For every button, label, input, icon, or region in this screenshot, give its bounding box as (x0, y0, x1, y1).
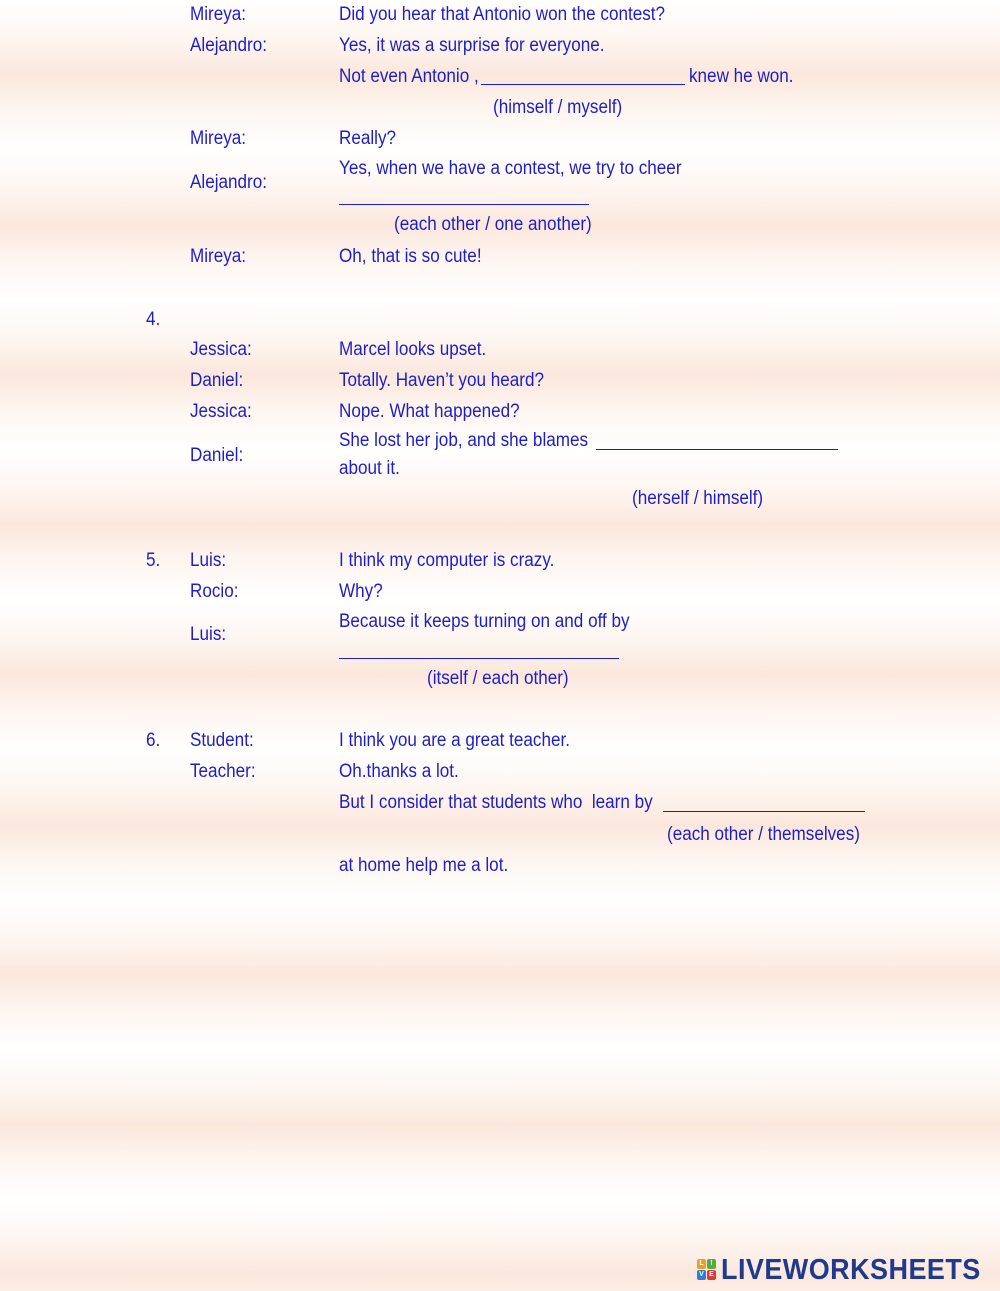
speaker-label: Mireya: (190, 4, 247, 25)
dialogue-line: But I consider that students who learn by (339, 792, 653, 813)
speaker-label: Teacher: (190, 761, 256, 782)
answer-options: (each other / one another) (394, 214, 592, 235)
speaker-label: Mireya: (190, 128, 247, 149)
dialogue-line: Really? (339, 128, 397, 149)
exercise-number: 4. (146, 309, 161, 330)
speaker-label: Jessica: (190, 339, 252, 360)
dialogue-line: She lost her job, and she blames (339, 430, 589, 451)
speaker-label: Alejandro: (190, 172, 268, 193)
exercise-number: 6. (146, 730, 161, 751)
dialogue-line: Why? (339, 581, 383, 602)
liveworksheets-logo-icon: L I V E (697, 1259, 717, 1281)
dialogue-line: Marcel looks upset. (339, 339, 487, 360)
dialogue-line: Oh, that is so cute! (339, 246, 482, 267)
dialogue-line: I think my computer is crazy. (339, 550, 555, 571)
speaker-label: Rocio: (190, 581, 239, 602)
answer-options: (herself / himself) (632, 488, 764, 509)
dialogue-line: I think you are a great teacher. (339, 730, 571, 751)
dialogue-line: Yes, it was a surprise for everyone. (339, 35, 605, 56)
answer-blank[interactable] (339, 204, 589, 205)
dialogue-line: Oh.thanks a lot. (339, 761, 459, 782)
dialogue-line: knew he won. (689, 66, 794, 87)
dialogue-line: about it. (339, 458, 400, 479)
speaker-label: Mireya: (190, 246, 247, 267)
answer-options: (himself / myself) (493, 97, 623, 118)
speaker-label: Daniel: (190, 445, 244, 466)
answer-blank[interactable] (596, 449, 838, 450)
dialogue-line: Nope. What happened? (339, 401, 520, 422)
dialogue-line: Did you hear that Antonio won the contest? (339, 4, 666, 25)
speaker-label: Luis: (190, 624, 227, 645)
speaker-label: Student: (190, 730, 254, 751)
speaker-label: Alejandro: (190, 35, 268, 56)
dialogue-line: Totally. Haven’t you heard? (339, 370, 545, 391)
answer-options: (itself / each other) (427, 668, 569, 689)
speaker-label: Luis: (190, 550, 227, 571)
dialogue-line: Because it keeps turning on and off by (339, 611, 630, 632)
liveworksheets-logo (697, 1254, 1000, 1286)
speaker-label: Daniel: (190, 370, 244, 391)
dialogue-line: at home help me a lot. (339, 855, 509, 876)
answer-blank[interactable] (339, 658, 619, 659)
answer-options: (each other / themselves) (667, 824, 860, 845)
dialogue-line: Not even Antonio , (339, 66, 479, 87)
speaker-label: Jessica: (190, 401, 252, 422)
answer-blank[interactable] (663, 811, 865, 812)
brand-name: LIVEWORKSHEETS (721, 1253, 981, 1286)
answer-blank[interactable] (481, 84, 685, 85)
exercise-number: 5. (146, 550, 161, 571)
dialogue-line: Yes, when we have a contest, we try to cheer (339, 158, 682, 179)
